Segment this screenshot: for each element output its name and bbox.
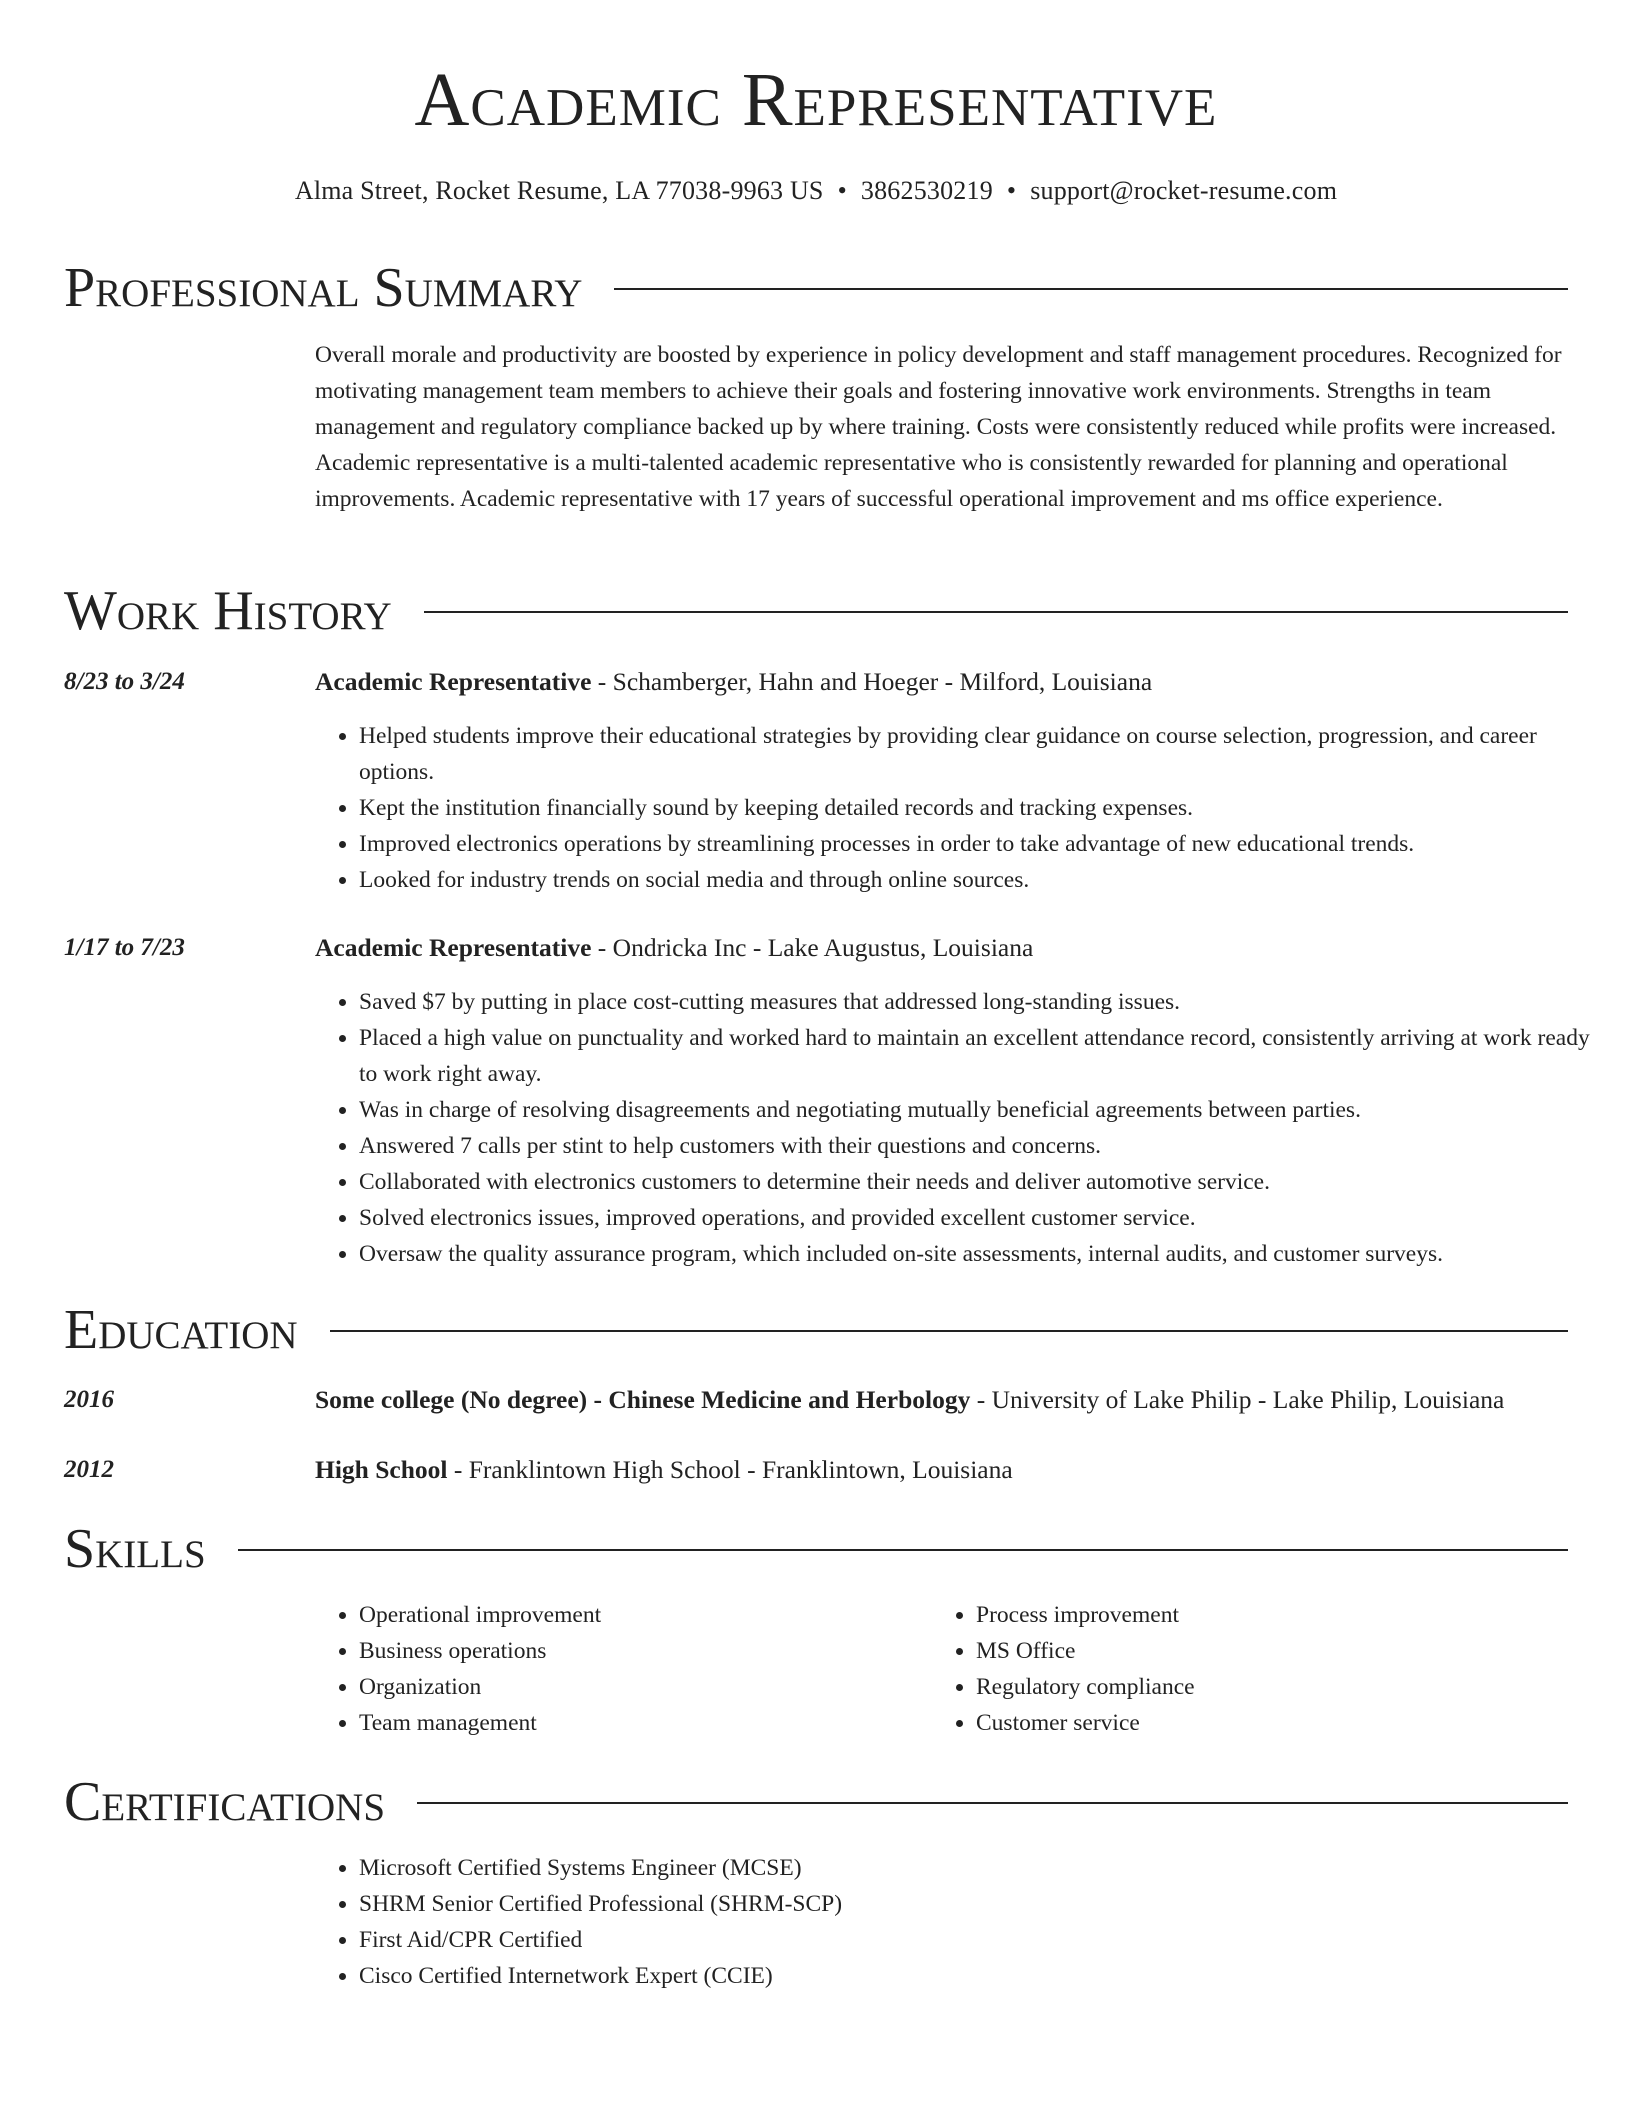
list-item: • Placed a high value on punctuality and worked hard to maintain an excellent attendance record, consistently arriving at work ready to work right away. [359,1020,1612,1092]
education-degree: High School [315,1455,448,1484]
job-bullets [315,984,1612,1272]
list-item: • Helped students improve their educational strategies by providing clear guidance on course selection, progression, and career options. [359,718,1612,790]
job-role: Academic Representative [315,933,592,962]
job-details: - Ondricka Inc - Lake Augustus, Louisiana [591,933,1034,962]
list-item: • Looked for industry trends on social media and through online sources. [359,862,1612,898]
list-item: • Saved $7 by putting in place cost-cutting measures that addressed long-standing issues. [359,984,1612,1020]
section-divider [330,1330,1568,1332]
list-item: • SHRM Senior Certified Professional (SHRM-SCP) [359,1886,1612,1922]
contact-address: Alma Street, Rocket Resume, LA 77038-9963 US [294,176,824,205]
certifications-list [315,1850,1612,1994]
list-item: • Cisco Certified Internetwork Expert (CCIE) [359,1958,1612,1994]
education-year: 2016 [64,1386,114,1413]
list-item: • First Aid/CPR Certified [359,1922,1612,1958]
list-item: • Answered 7 calls per stint to help customers with their questions and concerns. [359,1128,1612,1164]
section-title: Work History [64,580,392,642]
separator-dot: • [1006,176,1017,205]
education-details: - Franklintown High School - Franklintown, Louisiana [447,1455,1013,1484]
list-item: • MS Office [976,1633,1576,1669]
list-item: • Team management [359,1705,929,1741]
list-item: • Operational improvement [359,1597,929,1633]
list-item: • Customer service [976,1705,1576,1741]
contact-email: support@rocket-resume.com [1030,176,1338,205]
job-role: Academic Representative [315,667,592,696]
section-title: Skills [64,1518,206,1580]
education-entry [315,1382,1568,1418]
list-item: • Microsoft Certified Systems Engineer (MCSE) [359,1850,1612,1886]
section-divider [417,1802,1568,1804]
job-dates: 1/17 to 7/23 [64,934,185,961]
list-item: • Organization [359,1669,929,1705]
list-item: • Regulatory compliance [976,1669,1576,1705]
separator-dot: • [837,176,847,205]
job-dates: 8/23 to 3/24 [64,668,185,695]
contact-line [64,176,1568,206]
section-divider [238,1549,1568,1551]
work-section-header [64,581,1568,641]
list-item: • Kept the institution financially sound by keeping detailed records and tracking expenses. [359,790,1612,826]
section-title: Certifications [64,1771,386,1833]
list-item: • Process improvement [976,1597,1576,1633]
education-year: 2012 [64,1456,114,1483]
section-title: Professional Summary [64,257,583,319]
education-degree: Some college (No degree) - Chinese Medicine and Herbology [315,1385,971,1414]
job-title-line [315,930,1568,966]
list-item: • Business operations [359,1633,929,1669]
summary-text: Overall morale and productivity are boosted by experience in policy development and staff management procedures. Recognized for motivating management team members to achieve their goals and fostering innovative work environments. Strengths in team management and regulatory compliance backed up by where training. Costs were consistently reduced while profits were increased. Academic representative is a multi-talented academic representative who is consistently rewarded for planning and operational improvements. Academic representative with 17 years of successful operational improvement and ms office experience. [315,342,1562,512]
education-entry [315,1452,1568,1488]
list-item: • Improved electronics operations by streamlining processes in order to take advantage of new educational trends. [359,826,1612,862]
education-section-header [64,1300,1568,1360]
section-title: Education [64,1299,298,1361]
list-item: • Was in charge of resolving disagreements and negotiating mutually beneficial agreements between parties. [359,1092,1612,1128]
summary-section-header [64,258,1568,318]
section-divider [614,288,1568,290]
education-details: - University of Lake Philip - Lake Philip, Louisiana [970,1385,1505,1414]
certifications-section-header [64,1772,1568,1832]
list-item: • Solved electronics issues, improved operations, and provided excellent customer service. [359,1200,1612,1236]
skills-list-left [315,1597,929,1741]
list-item: • Oversaw the quality assurance program, which included on-site assessments, internal audits, and customer surveys. [359,1236,1612,1272]
job-title-line [315,664,1568,700]
candidate-name: Academic Representative [414,58,1218,142]
skills-section-header [64,1519,1568,1579]
job-details: - Schamberger, Hahn and Hoeger - Milford, Louisiana [591,667,1153,696]
list-item: • Collaborated with electronics customers to determine their needs and deliver automotive service. [359,1164,1612,1200]
job-bullets [315,718,1612,898]
section-divider [424,611,1568,613]
contact-phone: 3862530219 [860,176,993,205]
skills-list-right [932,1597,1576,1741]
